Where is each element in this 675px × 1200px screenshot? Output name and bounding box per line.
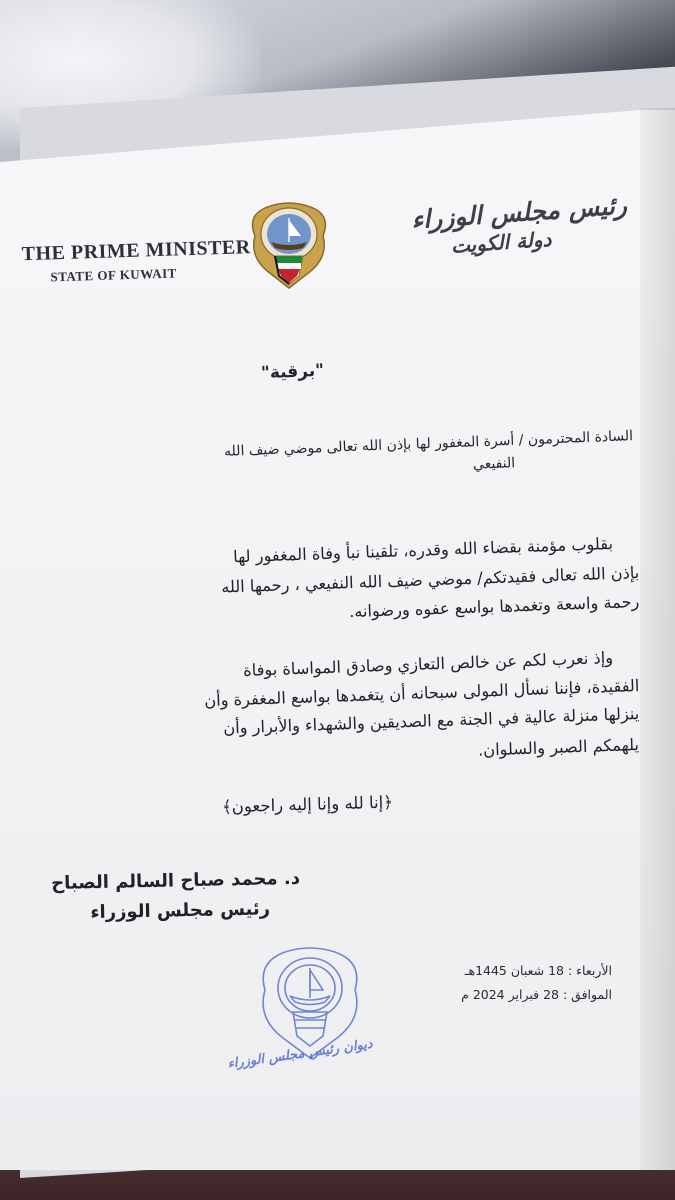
date-gregorian: الموافق : 28 فبراير 2024 م <box>461 987 612 1002</box>
kuwait-emblem-icon <box>245 196 333 296</box>
arabic-subtitle: دولة الكويت <box>450 226 553 258</box>
signatory-name: د. محمد صباح السالم الصباح <box>50 867 301 895</box>
body-line: يلهمكم الصبر والسلوان. <box>477 735 640 760</box>
telegram-heading: "برقية" <box>260 360 325 384</box>
body-line: بإذن الله تعالى فقيدتكم/ موضي ضيف الله النفيعي ، رحمها الله <box>220 563 640 597</box>
signatory-title: رئيس مجلس الوزراء <box>90 898 271 924</box>
body-line: الفقيدة، فإننا نسأل المولى سبحانه أن يتغمدها بواسع المغفرة وأن <box>203 676 640 711</box>
paper-edge-shadow <box>640 108 675 1170</box>
english-title: THE PRIME MINISTER <box>21 236 251 266</box>
body-line: رحمة واسعة وتغمدها بواسع عفوه ورضوانه. <box>348 592 640 622</box>
seal-text: ديوان رئيس مجلس الوزراء <box>226 1036 374 1072</box>
body-line: ينزلها منزلة عالية في الجنة مع الصديقين والشهداء والأبرار وأن <box>222 704 640 738</box>
letterhead-english <box>21 236 251 287</box>
recipient-line-2: النفيعي <box>472 455 516 473</box>
arabic-title: رئيس مجلس الوزراء <box>410 190 628 235</box>
body-line: بقلوب مؤمنة بقضاء الله وقدره، تلقينا نبأ وفاة المغفور لها <box>233 534 614 567</box>
english-subtitle: STATE OF KUWAIT <box>50 265 178 285</box>
date-hijri: الأربعاء : 18 شعبان 1445هـ <box>464 963 612 978</box>
body-line: وإذ نعرب لكم عن خالص التعازي وصادق المواساة بوفاة <box>242 648 614 680</box>
quran-verse: ﴿إنا لله وإنا إليه راجعون﴾ <box>221 792 394 817</box>
recipient-line-1: السادة المحترمون / أسرة المغفور لها بإذن الله تعالى موضي ضيف الله <box>223 428 634 460</box>
